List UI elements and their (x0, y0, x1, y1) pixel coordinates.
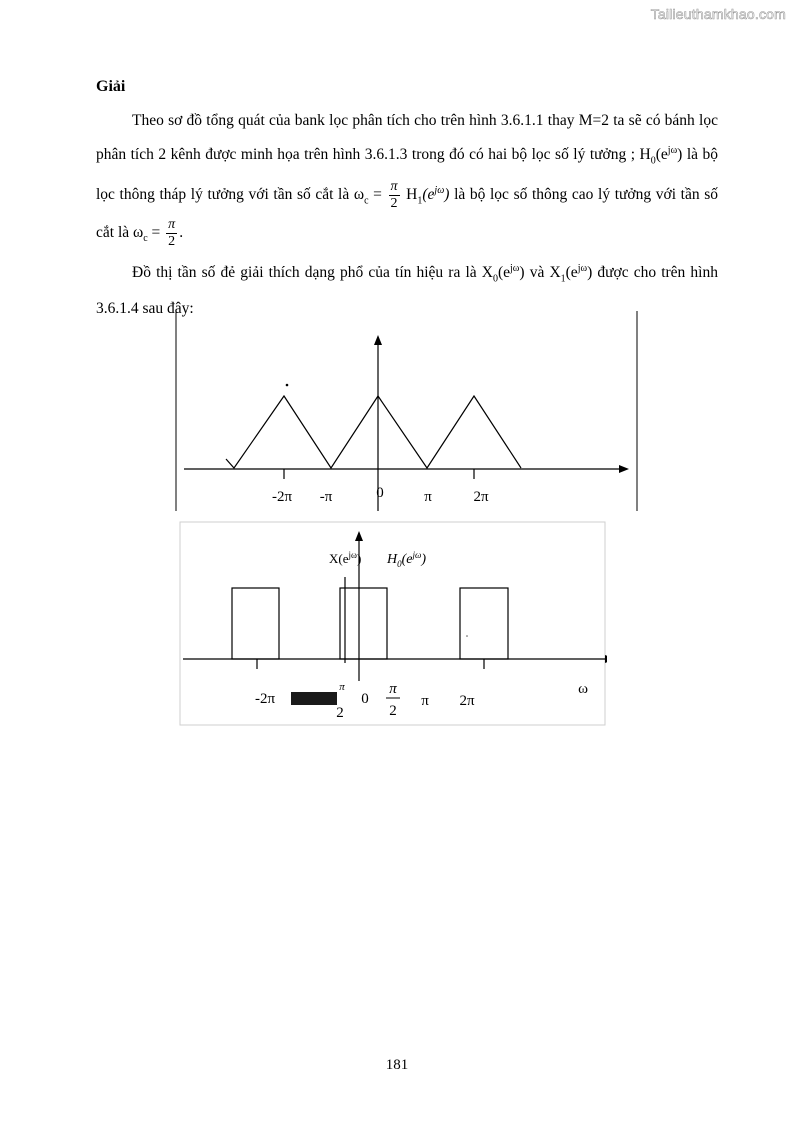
watermark: Tailieuthamkhao.com (650, 6, 786, 22)
y-axis-arrow (374, 335, 382, 345)
figure-triangular-spectrum (174, 311, 640, 513)
tick-label-zero: 0 (376, 485, 384, 501)
speck (286, 384, 289, 387)
axis-label-omega: ω (578, 681, 588, 697)
speck (466, 635, 468, 637)
page-number: 181 (385, 1057, 409, 1073)
fraction-pi-over-2: $\frac{\pi}{2}$ (390, 179, 398, 212)
rectangle-plot (179, 521, 607, 727)
tick-label-pi: π (424, 489, 432, 505)
figure-rectangular-spectrum (179, 521, 607, 727)
spectrum-rect-left (232, 588, 279, 659)
smudged-label (291, 692, 337, 705)
triangle-series (226, 396, 521, 468)
tick-label-pi: π (421, 693, 429, 709)
tick-label-minus-half-num: π (339, 681, 345, 693)
filter-label: $H_0(e^{j\omega})$ (387, 550, 427, 569)
spectrum-rect-center (340, 588, 387, 659)
section-heading: Giải (96, 78, 126, 95)
y-axis-label: $X(e^{j\omega})$ (329, 550, 362, 566)
paragraph-1: Theo sơ đồ tổng quát của bank lọc phân tích cho trên hình 3.6.1.1 thay M=2 ta sẽ có bánh lọc phân tích 2 kênh được minh họa trên hình 3.6.1.3 trong đó có hai bộ lọc số lý tưởng ; $H_0(e^{j\omega})$ là bộ lọc thông tháp lý tưởng với tần số cắt là $\omega_c$ = $\frac{\pi}{2}$ $H_1(e^{j\omega})$ là bộ lọc số thông cao lý tưởng với tần số cắt là $\omega_c$ = $\frac{\pi}{2}$ . (96, 112, 718, 249)
spectrum-rect-right (460, 588, 508, 659)
tick-label-minus-2pi: -2π (271, 489, 293, 505)
tick-label-minus-pi: -π (319, 489, 333, 505)
x-axis-arrow (605, 655, 607, 663)
x-axis-arrow (619, 465, 629, 473)
tick-label-zero: 0 (361, 691, 369, 707)
tick-label-half-den: 2 (389, 703, 397, 719)
tick-label-minus-2pi: -2π (254, 691, 276, 707)
tick-label-minus-half-den: 2 (336, 705, 344, 721)
tick-label-2pi: 2π (459, 693, 475, 709)
tick-label-2pi: 2π (473, 489, 489, 505)
y-axis-arrow (355, 531, 363, 541)
paragraph-2: Đồ thị tần số đẻ giải thích dạng phổ của tín hiệu ra là $X_0(e^{j\omega})$ và $X_1(e^{j\omega})$ được cho trên hình 3.6.1.4 sau đây: (96, 263, 718, 318)
fraction-pi-over-2-b: $\frac{\pi}{2}$ (168, 216, 176, 249)
tick-label-half-num: π (389, 681, 397, 697)
triangle-plot (174, 311, 640, 513)
